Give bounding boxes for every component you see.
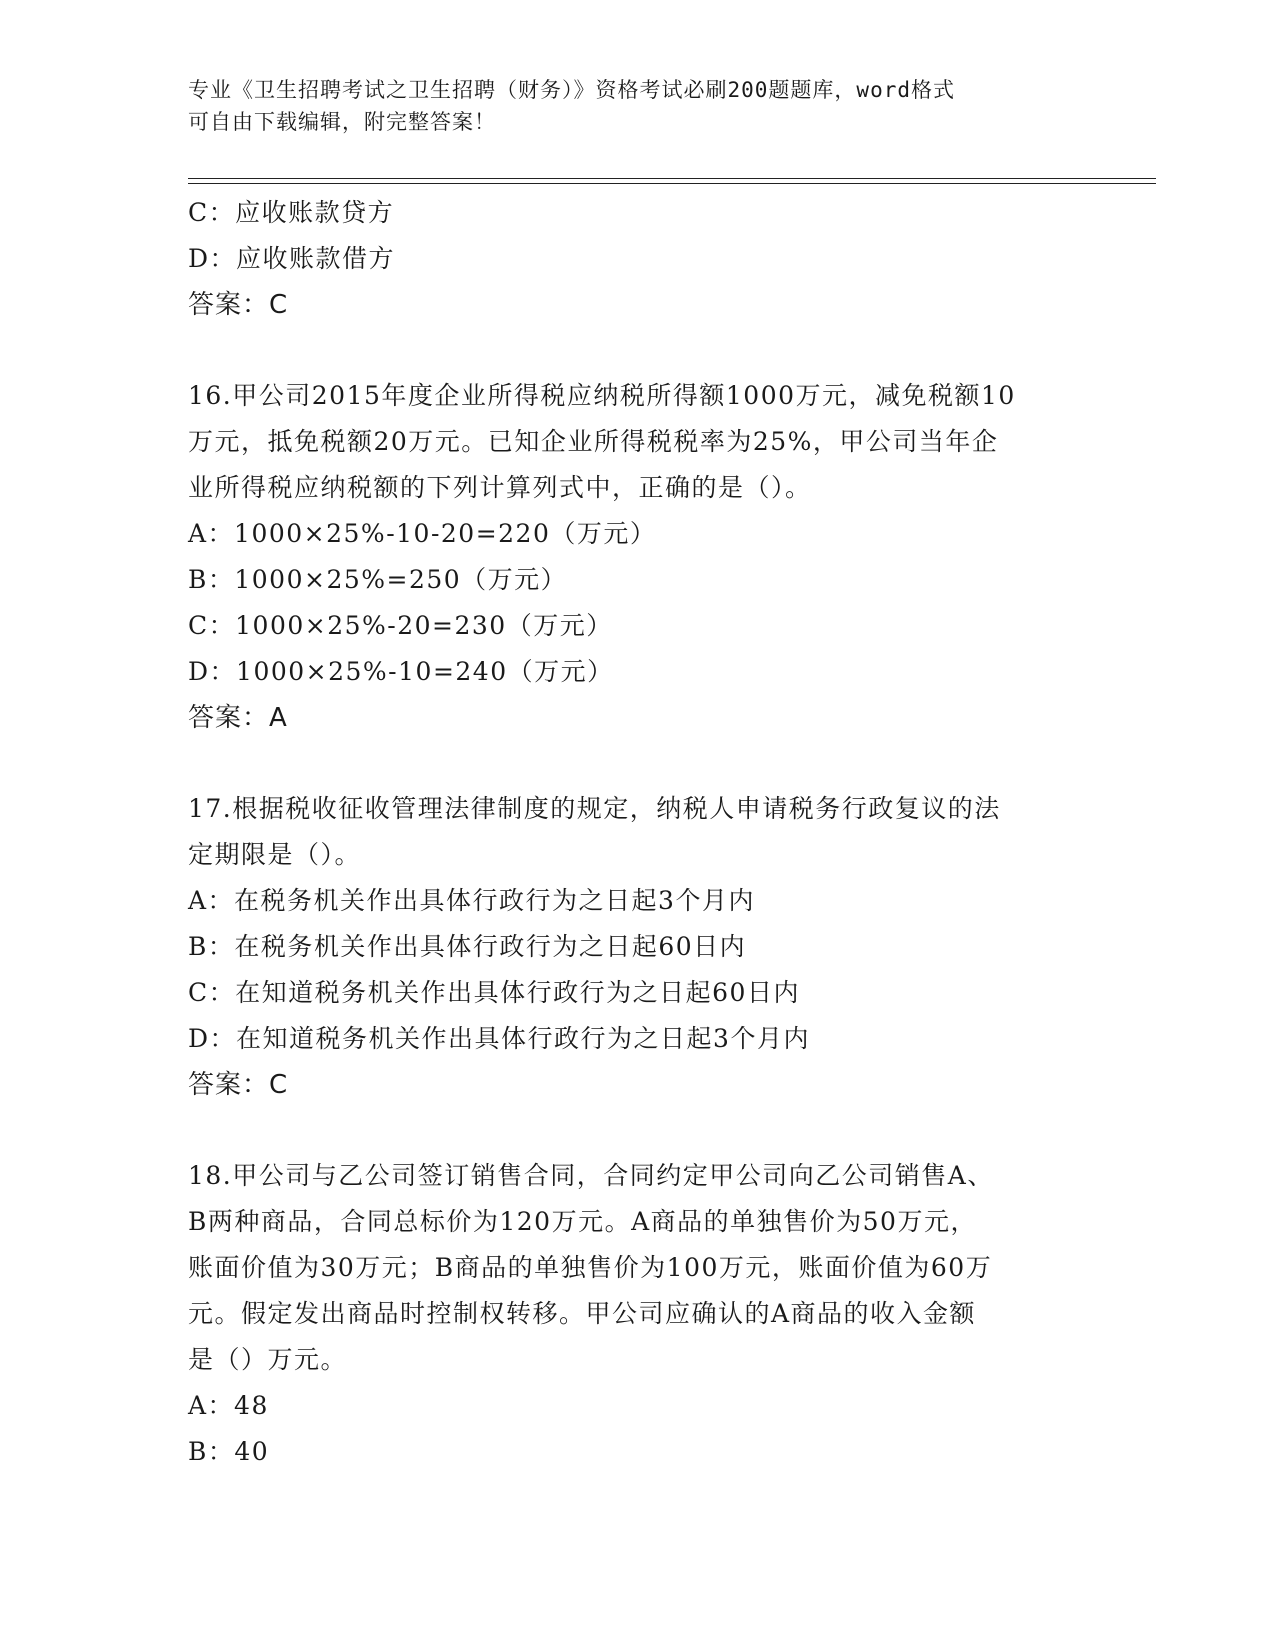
option-d: D：在知道税务机关作出具体行政行为之日起3个月内 xyxy=(188,1024,810,1053)
question-18 xyxy=(188,1153,1088,1475)
question-content xyxy=(188,190,1088,1475)
question-stem-line: 16.甲公司2015年度企业所得税应纳税所得额1000万元，减免税额10 xyxy=(188,381,1016,410)
spacer xyxy=(188,741,1088,786)
option-b: B：1000×25%=250（万元） xyxy=(188,565,568,594)
question-stem-line: 万元，抵免税额20万元。已知企业所得税税率为25%，甲公司当年企 xyxy=(188,427,999,456)
option-b: B：40 xyxy=(188,1437,270,1466)
question-stem-line: 业所得税应纳税额的下列计算列式中，正确的是（）。 xyxy=(188,473,812,502)
question-stem-line: 元。假定发出商品时控制权转移。甲公司应确认的A商品的收入金额 xyxy=(188,1299,977,1328)
option-a: A：1000×25%-10-20=220（万元） xyxy=(188,519,657,548)
option-a: A：在税务机关作出具体行政行为之日起3个月内 xyxy=(188,886,755,915)
option-d: D：应收账款借方 xyxy=(188,244,396,273)
question-stem-line: 17.根据税收征收管理法律制度的规定，纳税人申请税务行政复议的法 xyxy=(188,794,1001,823)
option-c: C：应收账款贷方 xyxy=(188,198,395,227)
question-16 xyxy=(188,373,1088,741)
question-stem-line: 18.甲公司与乙公司签订销售合同，合同约定甲公司向乙公司销售A、 xyxy=(188,1161,994,1190)
spacer xyxy=(188,1108,1088,1153)
header-line-1: 专业《卫生招聘考试之卫生招聘（财务）》资格考试必刷200题题库，word格式 xyxy=(188,78,955,102)
option-a: A：48 xyxy=(188,1391,269,1420)
option-c: C：在知道税务机关作出具体行政行为之日起60日内 xyxy=(188,978,800,1007)
question-stem-line: 定期限是（）。 xyxy=(188,840,362,869)
answer: 答案：C xyxy=(188,290,289,320)
answer: 答案：A xyxy=(188,703,288,733)
header-rule-top xyxy=(188,178,1156,179)
answer: 答案：C xyxy=(188,1070,289,1100)
option-c: C：1000×25%-20=230（万元） xyxy=(188,611,613,640)
question-15-tail xyxy=(188,190,1088,328)
question-17 xyxy=(188,786,1088,1108)
option-d: D：1000×25%-10=240（万元） xyxy=(188,657,614,686)
option-b: B：在税务机关作出具体行政行为之日起60日内 xyxy=(188,932,747,961)
question-stem-line: B两种商品，合同总标价为120万元。A商品的单独售价为50万元， xyxy=(188,1207,977,1236)
document-header xyxy=(188,74,1068,138)
question-stem-line: 是（）万元。 xyxy=(188,1345,348,1374)
header-rule-bottom xyxy=(188,183,1156,184)
header-line-2: 可自由下载编辑，附完整答案！ xyxy=(188,110,496,134)
question-stem-line: 账面价值为30万元；B商品的单独售价为100万元，账面价值为60万 xyxy=(188,1253,993,1282)
spacer xyxy=(188,328,1088,373)
